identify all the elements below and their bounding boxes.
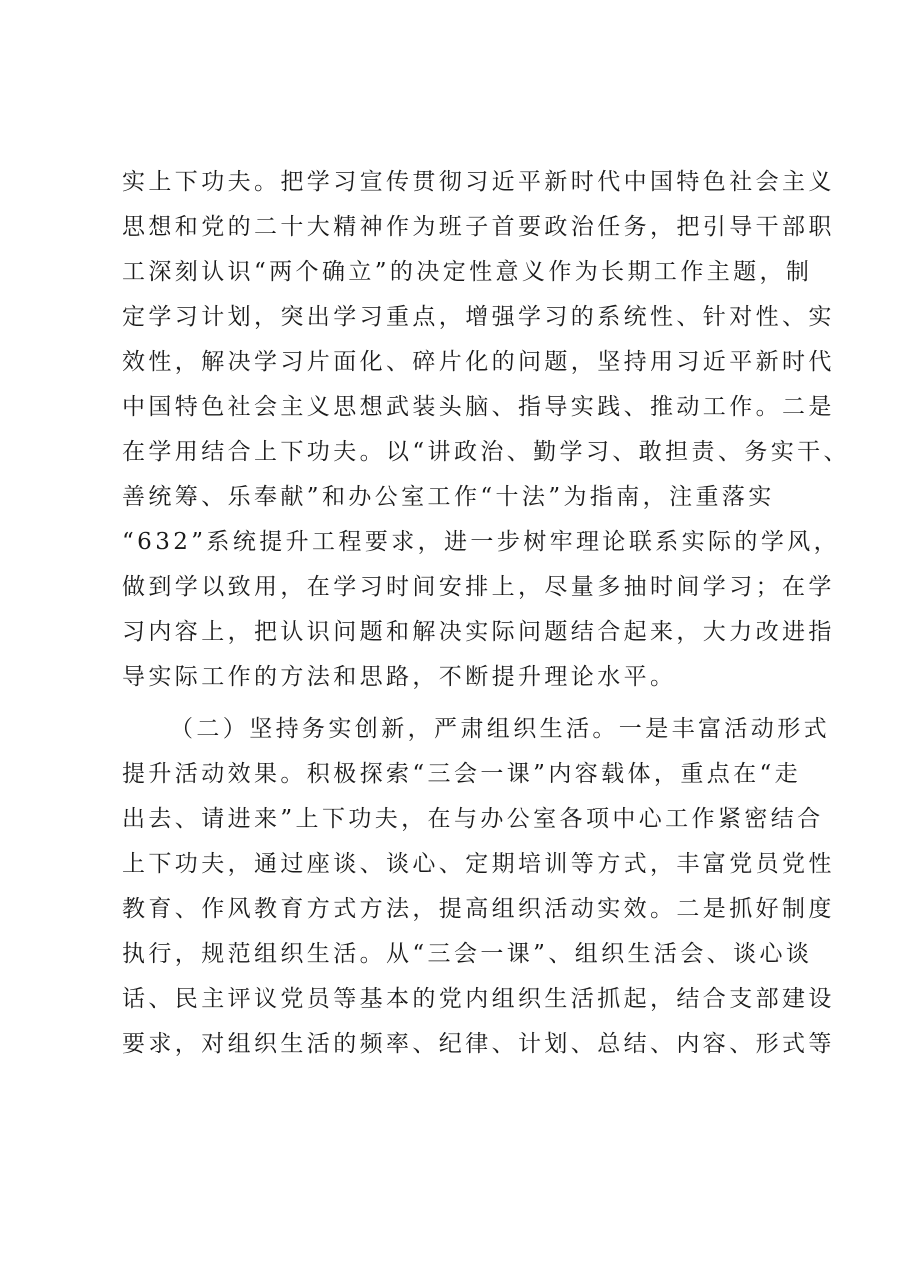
text-line: （二）坚持务实创新，严肃组织生活。一是丰富活动形式 <box>170 716 830 742</box>
text-line: 提升活动效果。积极探索“三会一课”内容载体，重点在“走 <box>122 761 802 787</box>
text-line: 中国特色社会主义思想武装头脑、指导实践、推动工作。二是 <box>122 394 835 420</box>
text-line: 习内容上，把认识问题和解决实际问题结合起来，大力改进指 <box>122 619 835 645</box>
text-line: 善统筹、乐奉献”和办公室工作“十法”为指南，注重落实 <box>122 484 775 510</box>
text-line: 实上下功夫。把学习宣传贯彻习近平新时代中国特色社会主义 <box>122 169 835 195</box>
text-line: 教育、作风教育方式方法，提高组织活动实效。二是抓好制度 <box>122 896 835 922</box>
text-line: 话、民主评议党员等基本的党内组织生活抓起，结合支部建设 <box>122 986 835 1012</box>
text-line: 上下功夫，通过座谈、谈心、定期培训等方式，丰富党员党性 <box>122 851 835 877</box>
text-line: 做到学以致用，在学习时间安排上，尽量多抽时间学习；在学 <box>122 574 835 600</box>
text-line: 工深刻认识“两个确立”的决定性意义作为长期工作主题，制 <box>122 259 813 285</box>
text-line: 效性，解决学习片面化、碎片化的问题，坚持用习近平新时代 <box>122 349 835 375</box>
text-line: 在学用结合上下功夫。以“讲政治、勤学习、敢担责、务实干、 <box>122 439 850 465</box>
text-line: 思想和党的二十大精神作为班子首要政治任务，把引导干部职 <box>122 214 835 240</box>
text-line: 执行，规范组织生活。从“三会一课”、组织生活会、谈心谈 <box>122 941 813 967</box>
text-line: 导实际工作的方法和思路，不断提升理论水平。 <box>122 664 677 690</box>
text-line: 定学习计划，突出学习重点，增强学习的系统性、针对性、实 <box>122 304 835 330</box>
text-line: 要求，对组织生活的频率、纪律、计划、总结、内容、形式等 <box>122 1031 835 1057</box>
text-line: “632”系统提升工程要求，进一步树牢理论联系实际的学风， <box>122 529 841 555</box>
text-line: 出去、请进来”上下功夫，在与办公室各项中心工作紧密结合 <box>122 806 824 832</box>
